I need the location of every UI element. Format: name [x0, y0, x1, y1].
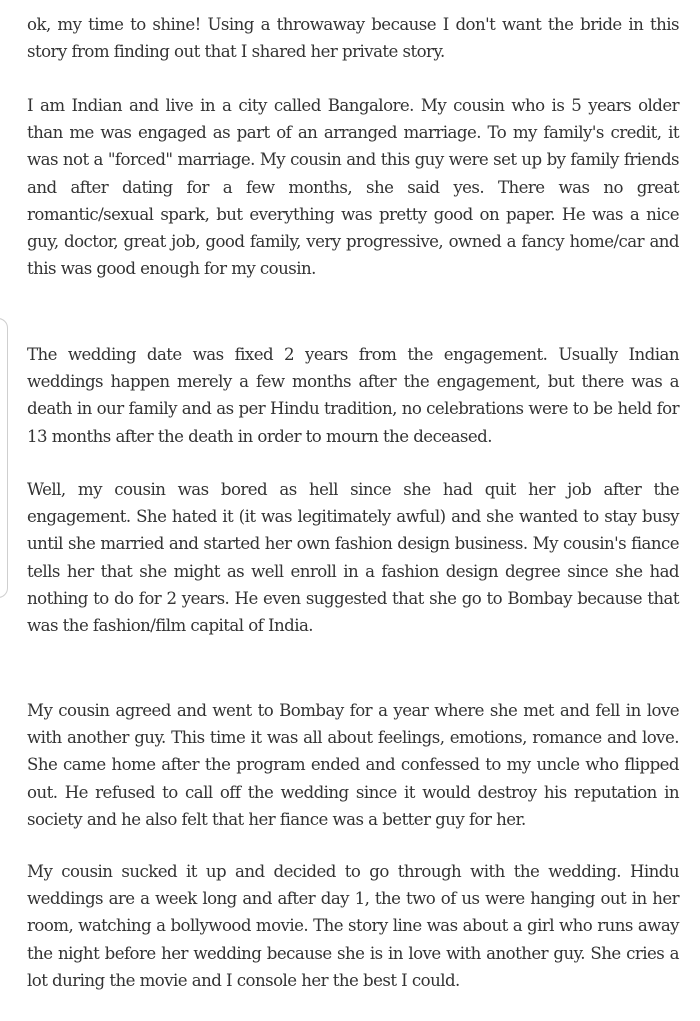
side-panel-edge	[0, 318, 8, 598]
paragraph-wedding-week: My cousin sucked it up and decided to go through with the wedding. Hindu weddings are a week long and after day 1, the two of us were hanging out in her room, watching a bollywood movie. The story line was about a girl who runs away the night before her wedding because she is in love with another guy. She cries a lot during the movie and I console her the best I could.	[27, 862, 679, 990]
paragraph-background: I am Indian and live in a city called Bangalore. My cousin who is 5 years older than me was engaged as part of an arranged marriage. To my family's credit, it was not a "forced" marriage. My cousin and this guy were set up by family friends and after dating for a few months, she said yes. There was no great romantic/sexual spark, but everything was pretty good on paper. He was a nice guy, doctor, great job, good family, very progressive, owned a fancy home/car and this was good enough for my cousin.	[27, 96, 679, 279]
paragraph-fashion-degree: Well, my cousin was bored as hell since she had quit her job after the engagement. She hated it (it was legitimately awful) and she wanted to stay busy until she married and started her own fashion design business. My cousin's fiance tells her that she might as well enroll in a fashion design degree since she had nothing to do for 2 years. He even suggested that she go to Bombay because that was the fashion/film capital of India.	[27, 480, 679, 636]
paragraph-wedding-date: The wedding date was fixed 2 years from the engagement. Usually Indian weddings happen merely a few months after the engagement, but there was a death in our family and as per Hindu tradition, no celebrations were to be held for 13 months after the death in order to mourn the deceased.	[27, 345, 679, 446]
paragraph-bombay: My cousin agreed and went to Bombay for a year where she met and fell in love with another guy. This time it was all about feelings, emotions, romance and love. She came home after the program ended and confessed to my uncle who flipped out. He refused to call off the wedding since it would destroy his reputation in society and he also felt that her fiance was a better guy for her.	[27, 701, 679, 829]
paragraph-intro: ok, my time to shine! Using a throwaway because I don't want the bride in this story from finding out that I shared her private story.	[27, 15, 679, 62]
